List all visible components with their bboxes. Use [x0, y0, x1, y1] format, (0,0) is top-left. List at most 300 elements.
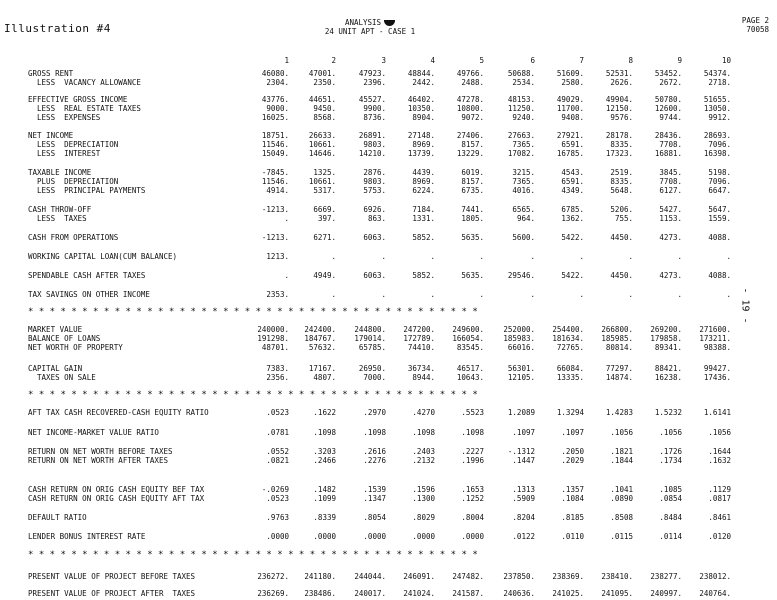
table-cell: 11546. — [261, 177, 289, 186]
table-cell: .2132 — [412, 456, 435, 465]
table-cell: . — [726, 290, 731, 299]
table-cell: .0890 — [610, 494, 633, 503]
table-cell: 5852. — [412, 271, 435, 280]
table-cell: 9000. — [266, 104, 289, 113]
table-cell: 4914. — [266, 186, 289, 195]
table-cell: 47278. — [456, 95, 484, 104]
row-label: AFT TAX CASH RECOVERED-CASH EQUITY RATIO — [28, 408, 209, 417]
table-cell: . — [530, 252, 535, 261]
row-label: LESS REAL ESTATE TAXES — [28, 104, 141, 113]
table-cell: 14874. — [605, 373, 633, 382]
table-cell: 755. — [614, 214, 633, 223]
table-cell: .0781 — [266, 428, 289, 437]
table-cell: 5635. — [461, 233, 484, 242]
table-cell: 12150. — [605, 104, 633, 113]
table-cell: .8185 — [561, 513, 584, 522]
table-cell: .1596 — [412, 485, 435, 494]
table-cell: 10661. — [308, 140, 336, 149]
table-cell: .1357 — [561, 485, 584, 494]
table-cell: 2718. — [708, 78, 731, 87]
table-cell: 2672. — [659, 78, 682, 87]
table-cell: 6127. — [659, 186, 682, 195]
table-cell: 6647. — [708, 186, 731, 195]
table-cell: 9408. — [561, 113, 584, 122]
table-cell: 6735. — [461, 186, 484, 195]
table-cell: 185985. — [601, 334, 633, 343]
asterisk-separator: * * * * * * * * * * * * * * * * * * * * * * * * * * * * * * * * * * * * * * * * * * — [28, 307, 478, 317]
table-cell: .0821 — [266, 456, 289, 465]
table-cell: 240017. — [354, 589, 386, 598]
table-row — [0, 186, 777, 196]
table-cell: 27406. — [456, 131, 484, 140]
table-cell: 53452. — [654, 69, 682, 78]
table-cell: 57632. — [308, 343, 336, 352]
row-label: BALANCE OF LOANS — [28, 334, 101, 343]
table-cell: 6565. — [512, 205, 535, 214]
row-label: RETURN ON NET WORTH AFTER TAXES — [28, 456, 168, 465]
table-cell: 2350. — [313, 78, 336, 87]
table-cell: .1734 — [659, 456, 682, 465]
table-cell: 26633. — [308, 131, 336, 140]
table-cell: 8157. — [461, 177, 484, 186]
table-cell: -1213. — [261, 233, 289, 242]
table-cell: 8736. — [363, 113, 386, 122]
table-cell: 51609. — [556, 69, 584, 78]
table-cell: .4270 — [412, 408, 435, 417]
table-cell: 26950. — [358, 364, 386, 373]
table-cell: 7365. — [512, 177, 535, 186]
table-cell: 236272. — [257, 572, 289, 581]
table-cell: . — [677, 252, 682, 261]
table-cell: .8004 — [461, 513, 484, 522]
table-cell: 5852. — [412, 233, 435, 242]
column-header: 6 — [530, 56, 535, 65]
table-cell: .0000 — [363, 532, 386, 541]
table-cell: 27663. — [507, 131, 535, 140]
table-row — [0, 343, 777, 353]
table-cell: 48701. — [261, 343, 289, 352]
table-row — [0, 373, 777, 383]
table-cell: 50780. — [654, 95, 682, 104]
table-cell: 11546. — [261, 140, 289, 149]
table-cell: .1056 — [708, 428, 731, 437]
table-cell: 238369. — [552, 572, 584, 581]
table-cell: . — [331, 290, 336, 299]
table-cell: .0110 — [561, 532, 584, 541]
table-cell: .1996 — [461, 456, 484, 465]
table-cell: 13739. — [407, 149, 435, 158]
row-label: PRESENT VALUE OF PROJECT BEFORE TAXES — [28, 572, 196, 581]
table-cell: .1726 — [659, 447, 682, 456]
table-cell: 3215. — [512, 168, 535, 177]
row-label: LESS INTEREST — [28, 149, 101, 158]
table-cell: 1.2089 — [507, 408, 535, 417]
table-cell: 16785. — [556, 149, 584, 158]
table-cell: 6591. — [561, 177, 584, 186]
table-cell: 241095. — [601, 589, 633, 598]
table-cell: 9240. — [512, 113, 535, 122]
table-cell: .2403 — [412, 447, 435, 456]
table-cell: .1632 — [708, 456, 731, 465]
table-cell: 49766. — [456, 69, 484, 78]
table-cell: 28436. — [654, 131, 682, 140]
table-cell: 5753. — [363, 186, 386, 195]
table-row — [0, 589, 777, 599]
table-cell: 4273. — [659, 271, 682, 280]
table-cell: .8484 — [659, 513, 682, 522]
table-cell: 6063. — [363, 271, 386, 280]
table-cell: 12600. — [654, 104, 682, 113]
table-cell: .0523 — [266, 494, 289, 503]
row-label: RETURN ON NET WORTH BEFORE TAXES — [28, 447, 173, 456]
table-cell: 10350. — [407, 104, 435, 113]
row-label: CASH RETURN ON ORIG CASH EQUITY BEF TAX — [28, 485, 205, 494]
table-cell: .1539 — [363, 485, 386, 494]
table-cell: . — [530, 290, 535, 299]
page-info — [742, 16, 769, 34]
row-label: GROSS RENT — [28, 69, 74, 78]
table-cell: 83545. — [456, 343, 484, 352]
table-cell: 28178. — [605, 131, 633, 140]
table-cell: 43776. — [261, 95, 289, 104]
table-cell: 4016. — [512, 186, 535, 195]
table-cell: 47923. — [358, 69, 386, 78]
table-cell: 99427. — [703, 364, 731, 373]
table-cell: 66016. — [507, 343, 535, 352]
row-label: TAX SAVINGS ON OTHER INCOME — [28, 290, 150, 299]
table-cell: .1653 — [461, 485, 484, 494]
row-label: WORKING CAPITAL LOAN(CUM BALANCE) — [28, 252, 178, 261]
table-cell: 2626. — [610, 78, 633, 87]
table-cell: . — [579, 252, 584, 261]
column-header: 9 — [677, 56, 682, 65]
table-cell: . — [726, 252, 731, 261]
table-cell: 8944. — [412, 373, 435, 382]
table-cell: 16881. — [654, 149, 682, 158]
table-cell: 271600. — [699, 325, 731, 334]
table-cell: 17167. — [308, 364, 336, 373]
table-cell: 2396. — [363, 78, 386, 87]
table-cell: -7845. — [261, 168, 289, 177]
asterisk-separator: * * * * * * * * * * * * * * * * * * * * * * * * * * * * * * * * * * * * * * * * * * — [28, 550, 478, 560]
table-cell: 51655. — [703, 95, 731, 104]
table-cell: 238410. — [601, 572, 633, 581]
table-cell: 6019. — [461, 168, 484, 177]
table-cell: 8904. — [412, 113, 435, 122]
table-cell: -.1312 — [507, 447, 535, 456]
table-cell: 2488. — [461, 78, 484, 87]
table-cell: 5635. — [461, 271, 484, 280]
table-cell: 1213. — [266, 252, 289, 261]
table-cell: 249600. — [452, 325, 484, 334]
row-label: EFFECTIVE GROSS INCOME — [28, 95, 128, 104]
table-cell: .1622 — [313, 408, 336, 417]
table-cell: 7708. — [659, 177, 682, 186]
table-cell: .0120 — [708, 532, 731, 541]
table-cell: . — [381, 290, 386, 299]
table-cell: 6224. — [412, 186, 435, 195]
table-cell: 48844. — [407, 69, 435, 78]
table-cell: 5600. — [512, 233, 535, 242]
table-cell: 172789. — [403, 334, 435, 343]
table-row — [0, 428, 777, 438]
table-cell: 8969. — [412, 177, 435, 186]
table-cell: 1.4283 — [605, 408, 633, 417]
table-cell: 9803. — [363, 140, 386, 149]
table-cell: 27921. — [556, 131, 584, 140]
table-cell: 74410. — [407, 343, 435, 352]
table-cell: 16025. — [261, 113, 289, 122]
table-cell: 240764. — [699, 589, 731, 598]
table-cell: 89341. — [654, 343, 682, 352]
table-cell: .1129 — [708, 485, 731, 494]
separator-row — [0, 550, 777, 560]
table-cell: 7096. — [708, 177, 731, 186]
table-cell: 77297. — [605, 364, 633, 373]
table-cell: .1821 — [610, 447, 633, 456]
column-header: 2 — [331, 56, 336, 65]
table-cell: 5647. — [708, 205, 731, 214]
table-cell: 6063. — [363, 233, 386, 242]
table-cell: 3845. — [659, 168, 682, 177]
row-label: SPENDABLE CASH AFTER TAXES — [28, 271, 146, 280]
separator-row — [0, 390, 777, 400]
row-label: CASH THROW-OFF — [28, 205, 92, 214]
table-cell: 44651. — [308, 95, 336, 104]
table-cell: 47001. — [308, 69, 336, 78]
table-cell: 2304. — [266, 78, 289, 87]
table-cell: . — [579, 290, 584, 299]
table-cell: 50688. — [507, 69, 535, 78]
table-cell: .1482 — [313, 485, 336, 494]
table-cell: 4273. — [659, 233, 682, 242]
table-cell: 4088. — [708, 233, 731, 242]
table-cell: 28693. — [703, 131, 731, 140]
table-cell: 1.5232 — [654, 408, 682, 417]
table-cell: 17323. — [605, 149, 633, 158]
table-cell: 7000. — [363, 373, 386, 382]
table-cell: .0114 — [659, 532, 682, 541]
table-cell: . — [331, 252, 336, 261]
table-cell: 13335. — [556, 373, 584, 382]
table-cell: 16238. — [654, 373, 682, 382]
table-cell: .0000 — [266, 532, 289, 541]
table-cell: . — [479, 252, 484, 261]
table-cell: 9912. — [708, 113, 731, 122]
table-row — [0, 271, 777, 281]
table-row — [0, 149, 777, 159]
table-row — [0, 572, 777, 582]
table-cell: .0122 — [512, 532, 535, 541]
table-cell: 7708. — [659, 140, 682, 149]
table-cell: 238277. — [650, 572, 682, 581]
table-cell: .0552 — [266, 447, 289, 456]
table-cell: 166054. — [452, 334, 484, 343]
table-cell: .5523 — [461, 408, 484, 417]
table-cell: . — [430, 252, 435, 261]
table-cell: 5422. — [561, 233, 584, 242]
table-cell: 5206. — [610, 205, 633, 214]
table-cell: .0000 — [412, 532, 435, 541]
table-cell: 6591. — [561, 140, 584, 149]
column-header: 5 — [479, 56, 484, 65]
table-cell: 17082. — [507, 149, 535, 158]
table-cell: 2519. — [610, 168, 633, 177]
table-cell: 5648. — [610, 186, 633, 195]
table-cell: . — [479, 290, 484, 299]
table-cell: 48153. — [507, 95, 535, 104]
table-cell: 1153. — [659, 214, 682, 223]
table-cell: 1362. — [561, 214, 584, 223]
table-cell: 4349. — [561, 186, 584, 195]
row-label: LENDER BONUS INTEREST RATE — [28, 532, 146, 541]
table-cell: 242400. — [304, 325, 336, 334]
table-cell: .1041 — [610, 485, 633, 494]
table-cell: .1252 — [461, 494, 484, 503]
table-cell: .1098 — [363, 428, 386, 437]
illustration-title: Illustration #4 — [4, 22, 111, 35]
table-cell: .2616 — [363, 447, 386, 456]
table-cell: .1056 — [659, 428, 682, 437]
table-cell: 2442. — [412, 78, 435, 87]
table-cell: 16398. — [703, 149, 731, 158]
table-row — [0, 233, 777, 243]
table-cell: .1056 — [610, 428, 633, 437]
table-cell: 179014. — [354, 334, 386, 343]
table-cell: 236269. — [257, 589, 289, 598]
table-cell: 6785. — [561, 205, 584, 214]
table-row — [0, 532, 777, 542]
table-cell: 14646. — [308, 149, 336, 158]
table-cell: 27148. — [407, 131, 435, 140]
table-cell: . — [430, 290, 435, 299]
table-cell: 269200. — [650, 325, 682, 334]
table-cell: 9744. — [659, 113, 682, 122]
table-cell: 54374. — [703, 69, 731, 78]
table-cell: 12105. — [507, 373, 535, 382]
table-cell: .1099 — [313, 494, 336, 503]
column-header: 7 — [579, 56, 584, 65]
table-cell: .3203 — [313, 447, 336, 456]
table-cell: 13229. — [456, 149, 484, 158]
row-label: LESS DEPRECIATION — [28, 140, 119, 149]
table-cell: 173211. — [699, 334, 731, 343]
row-label: PRESENT VALUE OF PROJECT AFTER TAXES — [28, 589, 196, 598]
table-cell: 179858. — [650, 334, 682, 343]
table-row — [0, 513, 777, 523]
case-subtitle: 24 UNIT APT - CASE 1 — [324, 27, 416, 36]
row-label: LESS VACANCY ALLOWANCE — [28, 78, 141, 87]
table-cell: .2227 — [461, 447, 484, 456]
table-cell: 52531. — [605, 69, 633, 78]
table-cell: 191298. — [257, 334, 289, 343]
table-cell: 11700. — [556, 104, 584, 113]
column-header: 8 — [628, 56, 633, 65]
analysis-header — [305, 18, 435, 36]
table-row — [0, 456, 777, 466]
table-cell: . — [677, 290, 682, 299]
table-cell: .1097 — [512, 428, 535, 437]
table-cell: 9072. — [461, 113, 484, 122]
table-cell: 49029. — [556, 95, 584, 104]
table-cell: 6271. — [313, 233, 336, 242]
table-cell: -1213. — [261, 205, 289, 214]
table-cell: .1844 — [610, 456, 633, 465]
table-cell: 266800. — [601, 325, 633, 334]
row-label: TAXABLE INCOME — [28, 168, 92, 177]
row-label: CASH FROM OPERATIONS — [28, 233, 119, 242]
table-cell: 49904. — [605, 95, 633, 104]
table-cell: . — [284, 271, 289, 280]
table-row — [0, 290, 777, 300]
table-cell: .1084 — [561, 494, 584, 503]
table-cell: 46080. — [261, 69, 289, 78]
table-cell: 66084. — [556, 364, 584, 373]
table-cell: .8054 — [363, 513, 386, 522]
table-cell: .2276 — [363, 456, 386, 465]
analysis-heading: ANALYSIS — [305, 18, 435, 27]
row-label: PLUS DEPRECIATION — [28, 177, 119, 186]
table-cell: 2534. — [512, 78, 535, 87]
table-cell: 240000. — [257, 325, 289, 334]
table-cell: .2466 — [313, 456, 336, 465]
column-header: 1 — [284, 56, 289, 65]
table-cell: 36734. — [407, 364, 435, 373]
column-header-row — [0, 56, 777, 66]
table-cell: 1.3294 — [556, 408, 584, 417]
table-cell: 10643. — [456, 373, 484, 382]
table-cell: 14210. — [358, 149, 386, 158]
row-label: CAPITAL GAIN — [28, 364, 83, 373]
table-cell: .2050 — [561, 447, 584, 456]
table-cell: 244044. — [354, 572, 386, 581]
table-cell: 240997. — [650, 589, 682, 598]
table-cell: 6669. — [313, 205, 336, 214]
row-label: LESS PRINCIPAL PAYMENTS — [28, 186, 146, 195]
table-cell: 1325. — [313, 168, 336, 177]
table-row — [0, 494, 777, 504]
table-cell: 247482. — [452, 572, 484, 581]
table-cell: 246091. — [403, 572, 435, 581]
table-cell: .2970 — [363, 408, 386, 417]
row-label: NET INCOME-MARKET VALUE RATIO — [28, 428, 159, 437]
table-cell: 7184. — [412, 205, 435, 214]
table-cell: 5317. — [313, 186, 336, 195]
table-cell: 237850. — [503, 572, 535, 581]
table-cell: 10661. — [308, 177, 336, 186]
column-header: 10 — [721, 56, 731, 65]
table-cell: .9763 — [266, 513, 289, 522]
table-cell: .1097 — [561, 428, 584, 437]
table-cell: 4807. — [313, 373, 336, 382]
table-cell: 241024. — [403, 589, 435, 598]
table-cell: .1644 — [708, 447, 731, 456]
table-cell: .1098 — [461, 428, 484, 437]
table-cell: .8461 — [708, 513, 731, 522]
side-page-mark: - 19 - — [739, 287, 751, 324]
table-cell: 17436. — [703, 373, 731, 382]
table-cell: 5427. — [659, 205, 682, 214]
column-header: 4 — [430, 56, 435, 65]
table-cell: 5198. — [708, 168, 731, 177]
table-cell: .1313 — [512, 485, 535, 494]
table-cell: 238012. — [699, 572, 731, 581]
table-cell: 8568. — [313, 113, 336, 122]
table-cell: 964. — [516, 214, 535, 223]
table-cell: .5909 — [512, 494, 535, 503]
table-cell: .1098 — [313, 428, 336, 437]
table-cell: .1085 — [659, 485, 682, 494]
